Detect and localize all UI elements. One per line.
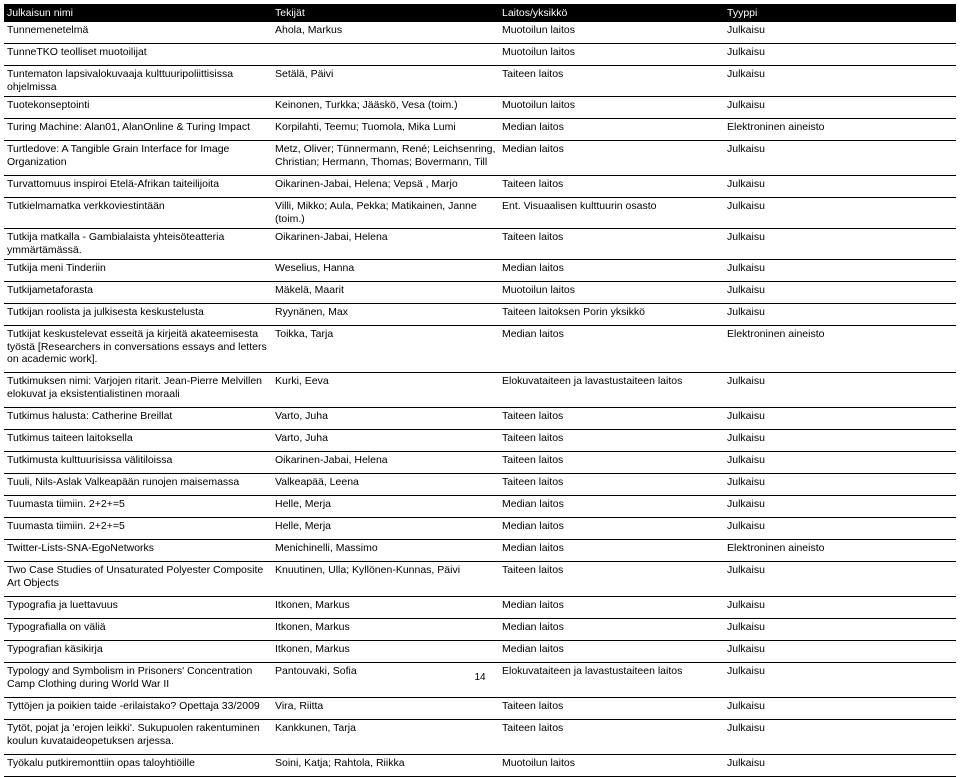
department-cell: Muotoilun laitos: [499, 44, 724, 66]
publication-title-cell: Tutkija matkalla - Gambialaista yhteisöteatteria ymmärtämässä.: [4, 229, 272, 260]
authors-cell: Toikka, Tarja: [272, 326, 499, 373]
type-cell: Julkaisu: [724, 373, 956, 408]
department-cell: Taiteen laitos: [499, 562, 724, 597]
department-cell: Taiteen laitos: [499, 229, 724, 260]
publication-title-cell: Tutkimusta kulttuurisissa välitiloissa: [4, 452, 272, 474]
table-row: [4, 66, 956, 97]
publication-title-cell: TunneTKO teolliset muotoilijat: [4, 44, 272, 66]
publication-title-cell: Typografia ja luettavuus: [4, 597, 272, 619]
table-row: [4, 22, 956, 44]
publication-title-cell: Tytöt, pojat ja 'erojen leikki'. Sukupuolen rakentuminen koulun kuvataideopetuksen arjessa.: [4, 720, 272, 755]
authors-cell: Helle, Merja: [272, 518, 499, 540]
publication-title-cell: Two Case Studies of Unsaturated Polyester Composite Art Objects: [4, 562, 272, 597]
table-body: [4, 22, 956, 777]
authors-cell: Korpilahti, Teemu; Tuomola, Mika Lumi: [272, 119, 499, 141]
authors-cell: Ahola, Markus: [272, 22, 499, 44]
department-cell: Taiteen laitos: [499, 452, 724, 474]
type-cell: Elektroninen aineisto: [724, 326, 956, 373]
authors-cell: Setälä, Päivi: [272, 66, 499, 97]
table-row: [4, 474, 956, 496]
authors-cell: Itkonen, Markus: [272, 619, 499, 641]
department-cell: Taiteen laitos: [499, 66, 724, 97]
authors-cell: Mäkelä, Maarit: [272, 282, 499, 304]
table-row: [4, 562, 956, 597]
authors-cell: Helle, Merja: [272, 496, 499, 518]
table-row: [4, 496, 956, 518]
type-cell: Julkaisu: [724, 720, 956, 755]
table-row: [4, 141, 956, 176]
authors-cell: Weselius, Hanna: [272, 260, 499, 282]
table-row: [4, 44, 956, 66]
authors-cell: Kankkunen, Tarja: [272, 720, 499, 755]
publication-title-cell: Tutkijametaforasta: [4, 282, 272, 304]
authors-cell: Villi, Mikko; Aula, Pekka; Matikainen, Janne (toim.): [272, 198, 499, 229]
publication-title-cell: Tuumasta tiimiin. 2+2+=5: [4, 496, 272, 518]
publication-title-cell: Tuuli, Nils-Aslak Valkeapään runojen maisemassa: [4, 474, 272, 496]
authors-cell: Ryynänen, Max: [272, 304, 499, 326]
type-cell: Julkaisu: [724, 474, 956, 496]
authors-cell: Metz, Oliver; Tünnermann, René; Leichsenring, Christian; Hermann, Thomas; Bovermann, Till: [272, 141, 499, 176]
type-cell: Elektroninen aineisto: [724, 540, 956, 562]
authors-cell: Kurki, Eeva: [272, 373, 499, 408]
table-row: [4, 176, 956, 198]
publication-title-cell: Typografian käsikirja: [4, 641, 272, 663]
header-julkaisun-nimi: Julkaisun nimi: [4, 4, 272, 22]
publication-title-cell: Turvattomuus inspiroi Etelä-Afrikan taiteilijoita: [4, 176, 272, 198]
publications-table: [4, 4, 956, 777]
authors-cell: Itkonen, Markus: [272, 597, 499, 619]
type-cell: Julkaisu: [724, 430, 956, 452]
table-row: [4, 260, 956, 282]
authors-cell: Pantouvaki, Sofia: [272, 663, 499, 698]
publication-title-cell: Työkalu putkiremonttiin opas taloyhtiöille: [4, 755, 272, 777]
publication-title-cell: Tutkimuksen nimi: Varjojen ritarit. Jean-Pierre Melvillen elokuvat ja eksistentialistinen moraali: [4, 373, 272, 408]
publication-title-cell: Tuntematon lapsivalokuvaaja kulttuuripoliittisissa ohjelmissa: [4, 66, 272, 97]
publication-title-cell: Tutkimus taiteen laitoksella: [4, 430, 272, 452]
publication-title-cell: Tyttöjen ja poikien taide -erilaistako? Opettaja 33/2009: [4, 698, 272, 720]
authors-cell: [272, 44, 499, 66]
type-cell: Julkaisu: [724, 229, 956, 260]
publication-title-cell: Tuumasta tiimiin. 2+2+=5: [4, 518, 272, 540]
authors-cell: Menichinelli, Massimo: [272, 540, 499, 562]
publication-title-cell: Tunnemenetelmä: [4, 22, 272, 44]
type-cell: Julkaisu: [724, 44, 956, 66]
table-row: [4, 408, 956, 430]
table-header-row: [4, 4, 956, 22]
authors-cell: Soini, Katja; Rahtola, Riikka: [272, 755, 499, 777]
type-cell: Julkaisu: [724, 260, 956, 282]
type-cell: Julkaisu: [724, 141, 956, 176]
table-row: [4, 597, 956, 619]
type-cell: Julkaisu: [724, 663, 956, 698]
authors-cell: Knuutinen, Ulla; Kyllönen-Kunnas, Päivi: [272, 562, 499, 597]
department-cell: Median laitos: [499, 260, 724, 282]
type-cell: Julkaisu: [724, 698, 956, 720]
department-cell: Muotoilun laitos: [499, 97, 724, 119]
table-row: [4, 720, 956, 755]
department-cell: Median laitos: [499, 641, 724, 663]
type-cell: Julkaisu: [724, 198, 956, 229]
table-row: [4, 326, 956, 373]
table-row: [4, 198, 956, 229]
table-row: [4, 119, 956, 141]
table-row: [4, 282, 956, 304]
authors-cell: Varto, Juha: [272, 408, 499, 430]
header-laitos: Laitos/yksikkö: [499, 4, 724, 22]
department-cell: Median laitos: [499, 540, 724, 562]
table-row: [4, 619, 956, 641]
type-cell: Julkaisu: [724, 282, 956, 304]
authors-cell: Oikarinen-Jabai, Helena: [272, 452, 499, 474]
publication-title-cell: Tutkijat keskustelevat esseitä ja kirjeitä akateemisesta työstä [Researchers in conversations essays and letters on academic work].: [4, 326, 272, 373]
table-row: [4, 229, 956, 260]
authors-cell: Keinonen, Turkka; Jääskö, Vesa (toim.): [272, 97, 499, 119]
department-cell: Median laitos: [499, 518, 724, 540]
table-row: [4, 430, 956, 452]
table-row: [4, 540, 956, 562]
table-row: [4, 641, 956, 663]
publication-title-cell: Tutkijan roolista ja julkisesta keskustelusta: [4, 304, 272, 326]
table-row: [4, 452, 956, 474]
type-cell: Julkaisu: [724, 496, 956, 518]
department-cell: Taiteen laitos: [499, 408, 724, 430]
publication-title-cell: Tutkimus halusta: Catherine Breillat: [4, 408, 272, 430]
authors-cell: Valkeapää, Leena: [272, 474, 499, 496]
department-cell: Median laitos: [499, 496, 724, 518]
type-cell: Julkaisu: [724, 518, 956, 540]
type-cell: Julkaisu: [724, 619, 956, 641]
table-row: [4, 304, 956, 326]
type-cell: Julkaisu: [724, 597, 956, 619]
type-cell: Julkaisu: [724, 22, 956, 44]
type-cell: Julkaisu: [724, 755, 956, 777]
type-cell: Julkaisu: [724, 176, 956, 198]
publication-title-cell: Tutkielmamatka verkkoviestintään: [4, 198, 272, 229]
authors-cell: Oikarinen-Jabai, Helena: [272, 229, 499, 260]
type-cell: Elektroninen aineisto: [724, 119, 956, 141]
department-cell: Taiteen laitos: [499, 430, 724, 452]
department-cell: Taiteen laitoksen Porin yksikkö: [499, 304, 724, 326]
department-cell: Median laitos: [499, 326, 724, 373]
type-cell: Julkaisu: [724, 66, 956, 97]
header-tyyppi: Tyyppi: [724, 4, 956, 22]
publication-title-cell: Typology and Symbolism in Prisoners' Concentration Camp Clothing during World War II: [4, 663, 272, 698]
table-row: [4, 698, 956, 720]
department-cell: Taiteen laitos: [499, 720, 724, 755]
type-cell: Julkaisu: [724, 562, 956, 597]
table-row: [4, 373, 956, 408]
publication-title-cell: Typografialla on väliä: [4, 619, 272, 641]
authors-cell: Oikarinen-Jabai, Helena; Vepsä , Marjo: [272, 176, 499, 198]
department-cell: Median laitos: [499, 619, 724, 641]
authors-cell: Varto, Juha: [272, 430, 499, 452]
publication-title-cell: Tuotekonseptointi: [4, 97, 272, 119]
table-row: [4, 755, 956, 777]
publications-table-wrapper: [4, 4, 956, 777]
type-cell: Julkaisu: [724, 97, 956, 119]
department-cell: Taiteen laitos: [499, 698, 724, 720]
type-cell: Julkaisu: [724, 641, 956, 663]
publication-title-cell: Turtledove: A Tangible Grain Interface for Image Organization: [4, 141, 272, 176]
department-cell: Muotoilun laitos: [499, 755, 724, 777]
type-cell: Julkaisu: [724, 304, 956, 326]
authors-cell: Vira, Riitta: [272, 698, 499, 720]
authors-cell: Itkonen, Markus: [272, 641, 499, 663]
table-row: [4, 518, 956, 540]
department-cell: Taiteen laitos: [499, 176, 724, 198]
page-number: 14: [474, 672, 486, 683]
department-cell: Median laitos: [499, 597, 724, 619]
department-cell: Elokuvataiteen ja lavastustaiteen laitos: [499, 373, 724, 408]
type-cell: Julkaisu: [724, 452, 956, 474]
publication-title-cell: Tutkija meni Tinderiin: [4, 260, 272, 282]
department-cell: Elokuvataiteen ja lavastustaiteen laitos: [499, 663, 724, 698]
header-tekijat: Tekijät: [272, 4, 499, 22]
department-cell: Median laitos: [499, 141, 724, 176]
publication-title-cell: Turing Machine: Alan01, AlanOnline & Turing Impact: [4, 119, 272, 141]
publication-title-cell: Twitter-Lists-SNA-EgoNetworks: [4, 540, 272, 562]
department-cell: Ent. Visuaalisen kulttuurin osasto: [499, 198, 724, 229]
department-cell: Median laitos: [499, 119, 724, 141]
table-row: [4, 97, 956, 119]
type-cell: Julkaisu: [724, 408, 956, 430]
department-cell: Taiteen laitos: [499, 474, 724, 496]
department-cell: Muotoilun laitos: [499, 282, 724, 304]
department-cell: Muotoilun laitos: [499, 22, 724, 44]
